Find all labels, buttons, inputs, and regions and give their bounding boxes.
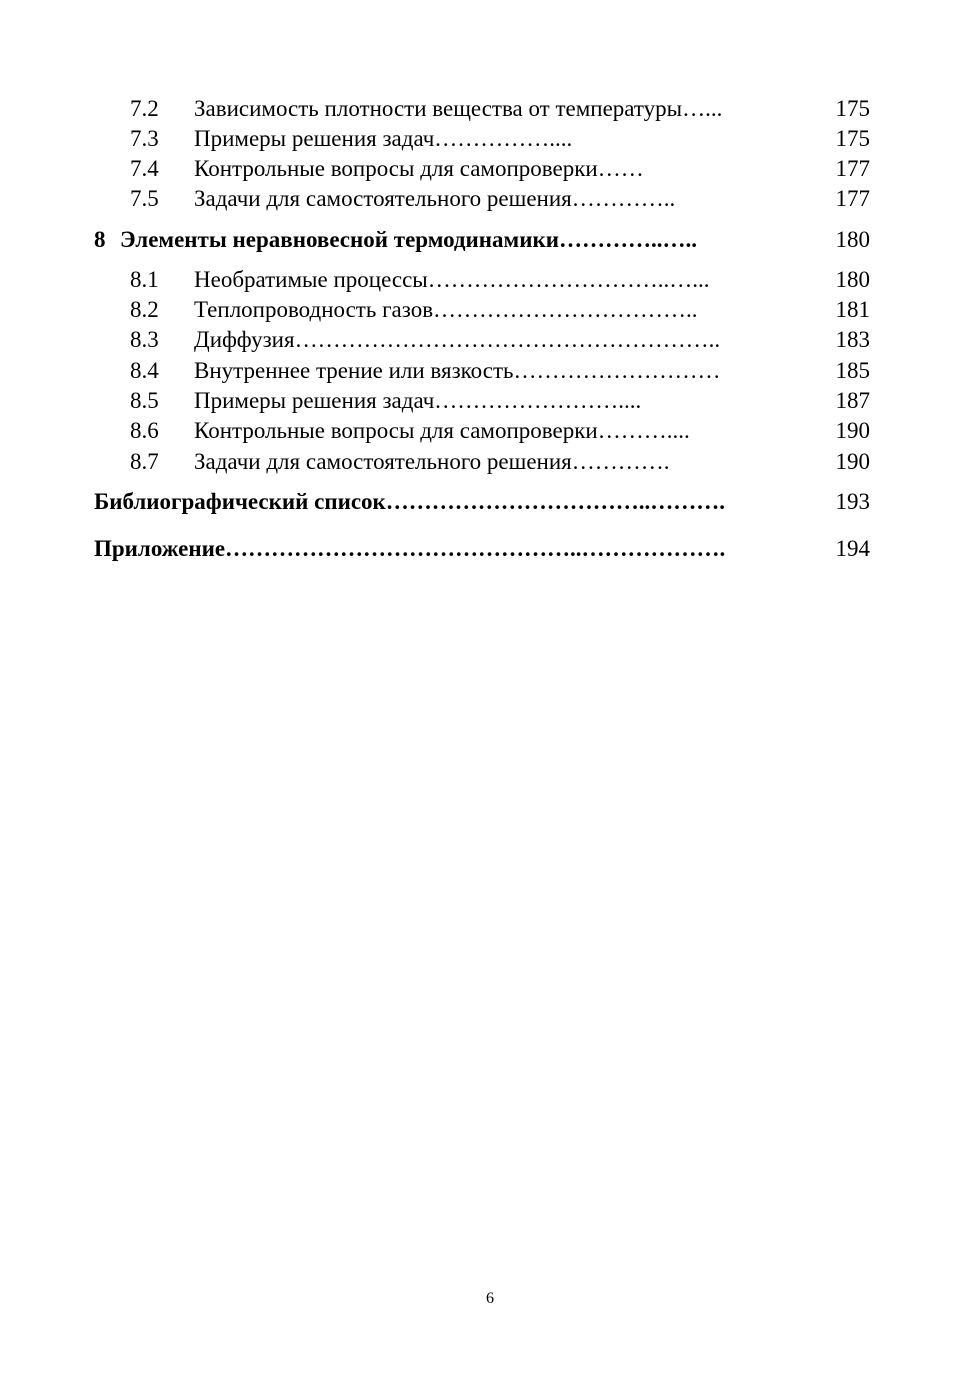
toc-entry-7-4[interactable] <box>130 154 870 184</box>
toc-entry-page: 185 <box>835 358 870 383</box>
toc-entry-title: Необратимые процессы…………………………..…... <box>194 267 710 292</box>
page-number: 6 <box>486 1290 494 1307</box>
toc-entry-page: 175 <box>835 96 870 121</box>
toc-entry-number: 7.3 <box>130 126 159 151</box>
toc-entry-number: 8.7 <box>130 449 159 474</box>
toc-bibliography[interactable] <box>94 487 870 517</box>
toc-entry-number: 7.5 <box>130 186 159 211</box>
toc-entry-title: Примеры решения задач…………………….... <box>194 388 642 413</box>
toc-entry-page: 183 <box>835 327 870 352</box>
toc-entry-8-4[interactable] <box>130 356 870 386</box>
toc-entry-title: Внутреннее трение или вязкость……………………… <box>194 358 721 383</box>
toc-entry-8-6[interactable] <box>130 416 870 446</box>
toc-appendix[interactable] <box>94 534 870 564</box>
toc-entry-title: Задачи для самостоятельного решения…………. <box>194 449 670 474</box>
toc-entry-title: Примеры решения задач…………….... <box>194 126 573 151</box>
toc-entry-7-3[interactable] <box>130 124 870 154</box>
toc-entry-number: 8.5 <box>130 388 159 413</box>
toc-entry-7-2[interactable] <box>130 94 870 124</box>
toc-entry-8-7[interactable] <box>130 447 870 477</box>
toc-entry-page: 180 <box>835 267 870 292</box>
toc-entry-page: 177 <box>835 186 870 211</box>
toc-entry-8-1[interactable] <box>130 265 870 295</box>
toc-entry-page: 190 <box>835 418 870 443</box>
toc-entry-title: Задачи для самостоятельного решения………….. <box>194 186 676 211</box>
toc-entry-8-3[interactable] <box>130 325 870 355</box>
toc-entry-page: 193 <box>835 489 870 514</box>
toc-entry-page: 190 <box>835 449 870 474</box>
toc-entry-8-5[interactable] <box>130 386 870 416</box>
toc-entry-number: 8.6 <box>130 418 159 443</box>
toc-entry-title: Контрольные вопросы для самопроверки…… <box>194 156 644 181</box>
toc-entry-number: 8.3 <box>130 327 159 352</box>
toc-entry-page: 180 <box>835 227 870 252</box>
toc-entry-number: 8.1 <box>130 267 159 292</box>
toc-entry-number: 7.2 <box>130 96 159 121</box>
toc-entry-title: Библиографический список……………………………..………. <box>94 489 726 514</box>
toc-entry-page: 187 <box>835 388 870 413</box>
toc-entry-title: Зависимость плотности вещества от температуры…... <box>194 96 723 121</box>
toc-entry-page: 181 <box>835 297 870 322</box>
toc-entry-page: 175 <box>835 126 870 151</box>
toc-entry-title: Контрольные вопросы для самопроверки……….... <box>194 418 690 443</box>
toc-entry-number: 8 <box>94 227 106 252</box>
toc-entry-title: Приложение………………………………………..………………. <box>94 536 726 561</box>
toc-entry-7-5[interactable] <box>130 184 870 214</box>
toc-entry-number: 8.4 <box>130 358 159 383</box>
toc-entry-page: 177 <box>835 156 870 181</box>
toc-entry-number: 8.2 <box>130 297 159 322</box>
toc-entry-title: Элементы неравновесной термодинамики…………..….. <box>120 227 697 252</box>
toc-entry-title: Теплопроводность газов…………………………….. <box>194 297 698 322</box>
toc-entry-8-2[interactable] <box>130 295 870 325</box>
toc-entry-page: 194 <box>835 536 870 561</box>
toc-entry-number: 7.4 <box>130 156 159 181</box>
toc-chapter-8[interactable] <box>94 225 870 255</box>
toc-entry-title: Диффузия……………………………………………….. <box>194 327 721 352</box>
